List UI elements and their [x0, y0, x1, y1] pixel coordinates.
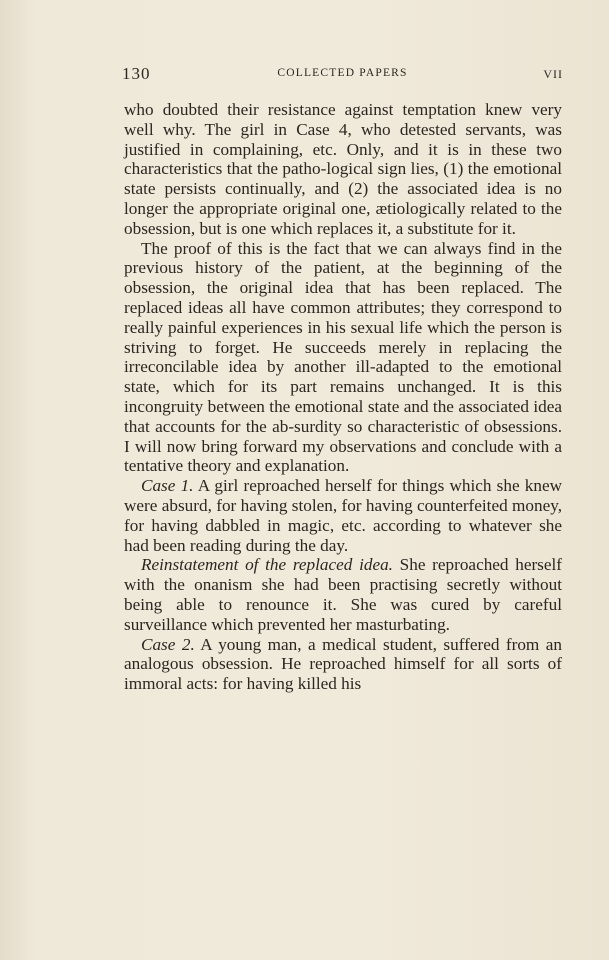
paragraph-case-1 [124, 476, 562, 555]
page-number: 130 [122, 64, 151, 83]
body-text [124, 100, 562, 694]
section-number: VII [543, 67, 563, 81]
case-1-text: A girl reproached herself for things which she knew were absurd, for having stolen, for having counterfeited money, for having dabbled in magic, etc. according to whatever she had been reading during the day. [124, 476, 563, 555]
paragraph-1: who doubted their resistance against temptation knew very well why. The girl in Case 4, who detested servants, was justified in complaining, etc. Only, and it is in these two characteristics that the patho-logical sign lies, (1) the emotional state persists continually, and (2) the associated idea is no longer the appropriate original one, ætiologically related to the obsession, but is one which replaces it, a substitute for it. [124, 100, 562, 238]
case-1-label: Case 1. [141, 476, 194, 496]
reinstatement-label: Reinstatement of the replaced idea. [141, 555, 393, 575]
paragraph-2: The proof of this is the fact that we can always find in the previous history of the patient, at the beginning of the obsession, the original idea that has been replaced. The replaced ideas all have common attributes; they correspond to really painful experiences in his sexual life which the person is striving to forget. He succeeds merely in replacing the irreconcilable idea by another ill-adapted to the emotional state, which for its part remains unchanged. It is this incongruity between the emotional state and the associated idea that accounts for the ab-surdity so characteristic of obsessions. I will now bring forward my observations and conclude with a tentative theory and explanation. [124, 238, 562, 476]
running-header [122, 64, 563, 86]
paragraph-case-2 [124, 635, 562, 694]
running-title: COLLECTED PAPERS [277, 67, 408, 79]
case-2-label: Case 2. [141, 634, 195, 654]
reinstatement-text: She reproached herself with the onanism she had been practising secretly without being able to renounce it. She was cured by careful surveillance which prevented her masturbating. [124, 555, 562, 634]
case-2-text: A young man, a medical student, suffered from an analogous obsession. He reproached himself for all sorts of immoral acts: for having killed his [124, 634, 562, 694]
paragraph-reinstatement [124, 555, 562, 634]
